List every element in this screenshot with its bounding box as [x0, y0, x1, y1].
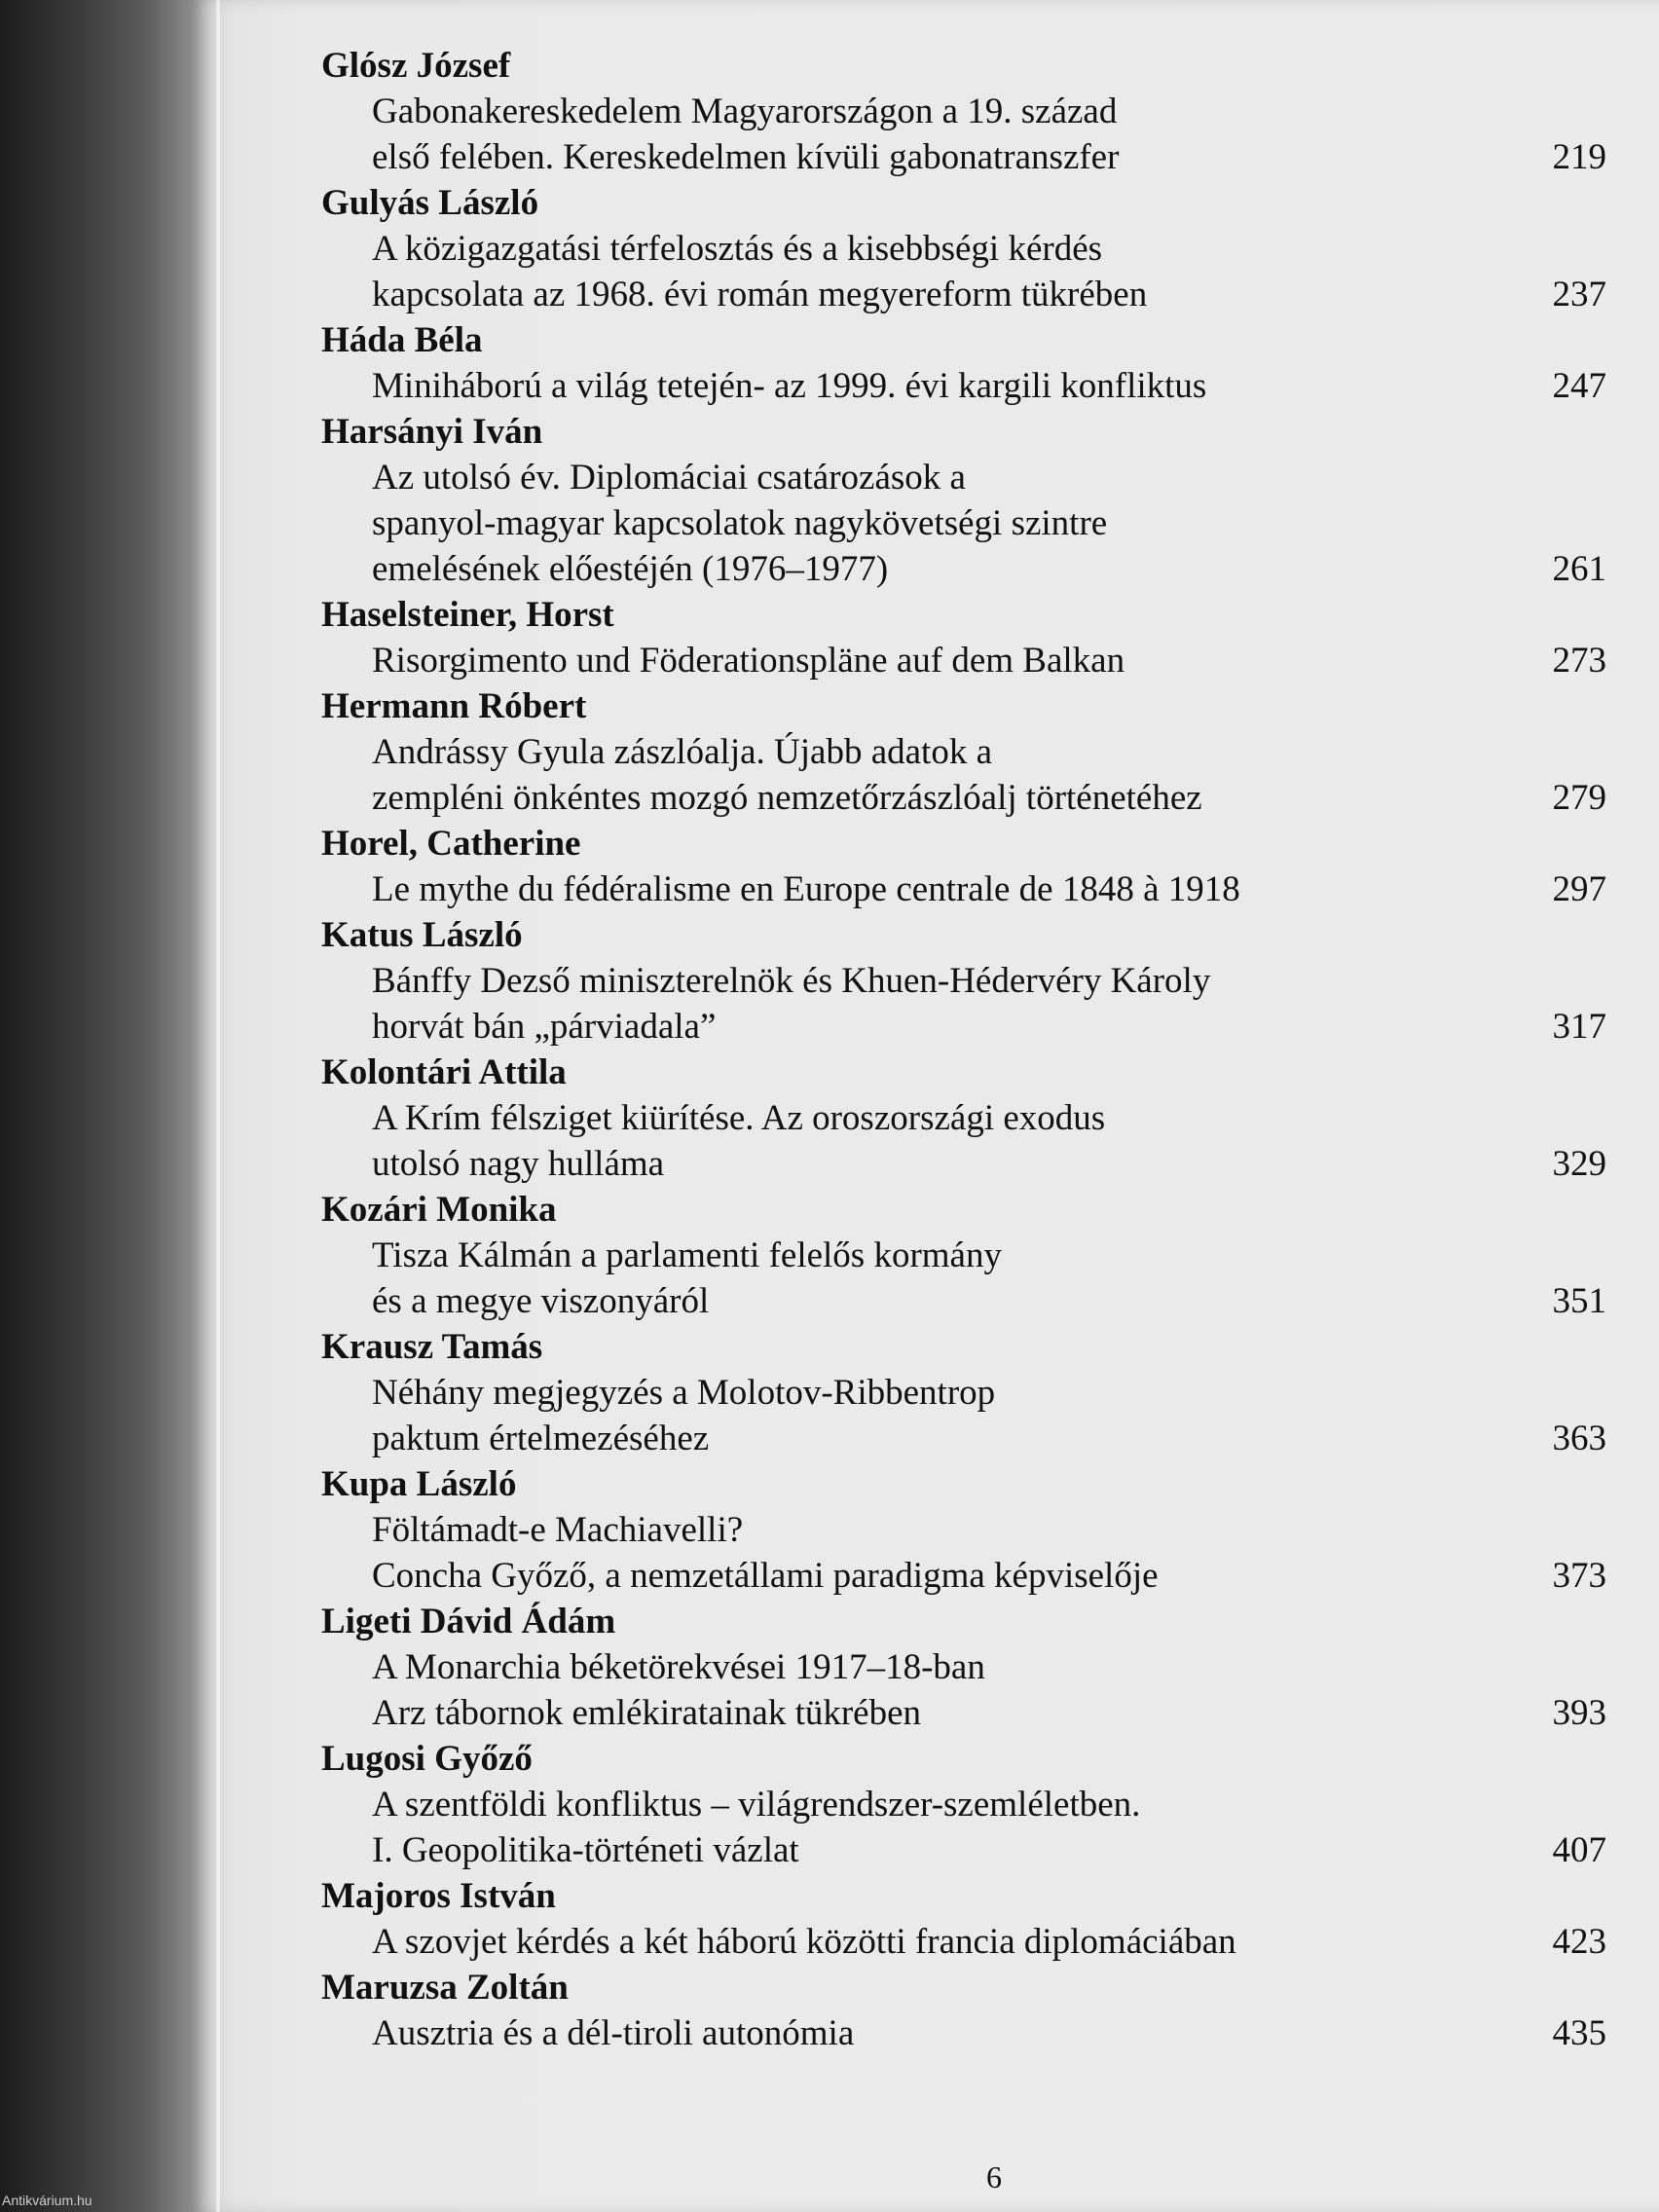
- entry-page-number: 297: [1552, 869, 1606, 909]
- entry-title-line: utolsó nagy hulláma: [372, 1144, 665, 1184]
- entry-page-number: 317: [1552, 1007, 1606, 1047]
- entry-title-line: Arz tábornok emlékiratainak tükrében: [372, 1693, 922, 1733]
- entry-author: Hermann Róbert: [321, 686, 587, 726]
- entry-author: Lugosi Győző: [321, 1739, 533, 1779]
- entry-title-line: A szovjet kérdés a két háború közötti francia diplomáciában: [372, 1922, 1236, 1962]
- entry-title-line: zempléni önkéntes mozgó nemzetőrzászlóalj történetéhez: [372, 778, 1202, 818]
- page-edge: [216, 0, 220, 2212]
- entry-page-number: 273: [1552, 641, 1606, 681]
- toc-entry: [321, 592, 1606, 683]
- toc-entry: [321, 1187, 1606, 1324]
- entry-page-number: 261: [1552, 549, 1606, 589]
- entry-title-line: A Krím félsziget kiürítése. Az oroszországi exodus: [372, 1098, 1106, 1138]
- entry-page-number: 219: [1552, 137, 1606, 177]
- entry-page-number: 363: [1552, 1419, 1606, 1458]
- table-of-contents: [321, 43, 1606, 2056]
- entry-author: Katus László: [321, 915, 523, 955]
- entry-page-number: 435: [1552, 2013, 1606, 2053]
- toc-entry: [321, 43, 1606, 180]
- entry-author: Gulyás László: [321, 183, 539, 223]
- entry-title-line: A közigazgatási térfelosztás és a kisebbségi kérdés: [372, 229, 1103, 269]
- entry-title-line: I. Geopolitika-történeti vázlat: [372, 1830, 799, 1870]
- toc-entry: [321, 1461, 1606, 1599]
- entry-page-number: 407: [1552, 1830, 1606, 1870]
- watermark: Antikvárium.hu: [2, 2193, 92, 2208]
- entry-title-line: A szentföldi konfliktus – világrendszer-szemléletben.: [372, 1785, 1141, 1825]
- entry-title-line: és a megye viszonyáról: [372, 1281, 710, 1321]
- entry-page-number: 373: [1552, 1556, 1606, 1596]
- entry-author: Ligeti Dávid Ádám: [321, 1602, 616, 1641]
- toc-entry: [321, 1050, 1606, 1187]
- entry-page-number: 329: [1552, 1144, 1606, 1184]
- entry-title-line: Az utolsó év. Diplomáciai csatározások a: [372, 458, 966, 498]
- entry-title-line: Gabonakereskedelem Magyarországon a 19. század: [372, 92, 1118, 131]
- entry-author: Glósz József: [321, 46, 511, 86]
- entry-title-line: Le mythe du fédéralisme en Europe centrale de 1848 à 1918: [372, 869, 1240, 909]
- toc-entry: [321, 317, 1606, 409]
- toc-entry: [321, 180, 1606, 317]
- entry-title-line: Tisza Kálmán a parlamenti felelős kormány: [372, 1235, 1002, 1275]
- entry-page-number: 237: [1552, 275, 1606, 314]
- toc-entry: [321, 1736, 1606, 1873]
- toc-entry: [321, 1324, 1606, 1461]
- entry-title-line: Bánffy Dezső miniszterelnök és Khuen-Hédervéry Károly: [372, 961, 1211, 1001]
- entry-author: Haselsteiner, Horst: [321, 595, 614, 635]
- entry-title-line: Risorgimento und Föderationspläne auf dem Balkan: [372, 641, 1125, 681]
- entry-author: Majoros István: [321, 1876, 556, 1916]
- entry-author: Krausz Tamás: [321, 1327, 543, 1367]
- page-number: 6: [986, 2159, 1002, 2194]
- entry-title-line: Ausztria és a dél-tiroli autonómia: [372, 2013, 855, 2053]
- toc-entry: [321, 912, 1606, 1050]
- entry-author: Kozári Monika: [321, 1190, 557, 1230]
- toc-entry: [321, 683, 1606, 821]
- toc-entry: [321, 409, 1606, 592]
- entry-page-number: 423: [1552, 1922, 1606, 1962]
- entry-title-line: Miniháború a világ tetején- az 1999. évi kargili konfliktus: [372, 366, 1207, 406]
- entry-author: Kolontári Attila: [321, 1052, 567, 1092]
- entry-title-line: Concha Győző, a nemzetállami paradigma képviselője: [372, 1556, 1159, 1596]
- entry-title-line: emelésének előestéjén (1976–1977): [372, 549, 889, 589]
- entry-title-line: spanyol-magyar kapcsolatok nagykövetségi szintre: [372, 503, 1108, 543]
- entry-page-number: 351: [1552, 1281, 1606, 1321]
- entry-page-number: 393: [1552, 1693, 1606, 1733]
- toc-entry: [321, 1599, 1606, 1736]
- book-spine: [0, 0, 191, 2212]
- entry-title-line: horvát bán „párviadala”: [372, 1007, 717, 1047]
- entry-author: Kupa László: [321, 1464, 517, 1504]
- entry-title-line: Néhány megjegyzés a Molotov-Ribbentrop: [372, 1373, 996, 1413]
- entry-page-number: 247: [1552, 366, 1606, 406]
- entry-title-line: A Monarchia béketörekvései 1917–18-ban: [372, 1647, 985, 1687]
- entry-page-number: 279: [1552, 778, 1606, 818]
- entry-title-line: első felében. Kereskedelmen kívüli gabonatranszfer: [372, 137, 1120, 177]
- entry-author: Maruzsa Zoltán: [321, 1968, 569, 2008]
- entry-author: Harsányi Iván: [321, 412, 543, 452]
- toc-entry: [321, 1965, 1606, 2056]
- entry-title-line: Föltámadt-e Machiavelli?: [372, 1510, 744, 1550]
- entry-title-line: paktum értelmezéséhez: [372, 1419, 710, 1458]
- toc-entry: [321, 821, 1606, 912]
- entry-author: Horel, Catherine: [321, 824, 581, 864]
- toc-entry: [321, 1873, 1606, 1965]
- entry-title-line: Andrássy Gyula zászlóalja. Újabb adatok a: [372, 732, 993, 772]
- entry-author: Háda Béla: [321, 320, 483, 360]
- entry-title-line: kapcsolata az 1968. évi román megyereform tükrében: [372, 275, 1148, 314]
